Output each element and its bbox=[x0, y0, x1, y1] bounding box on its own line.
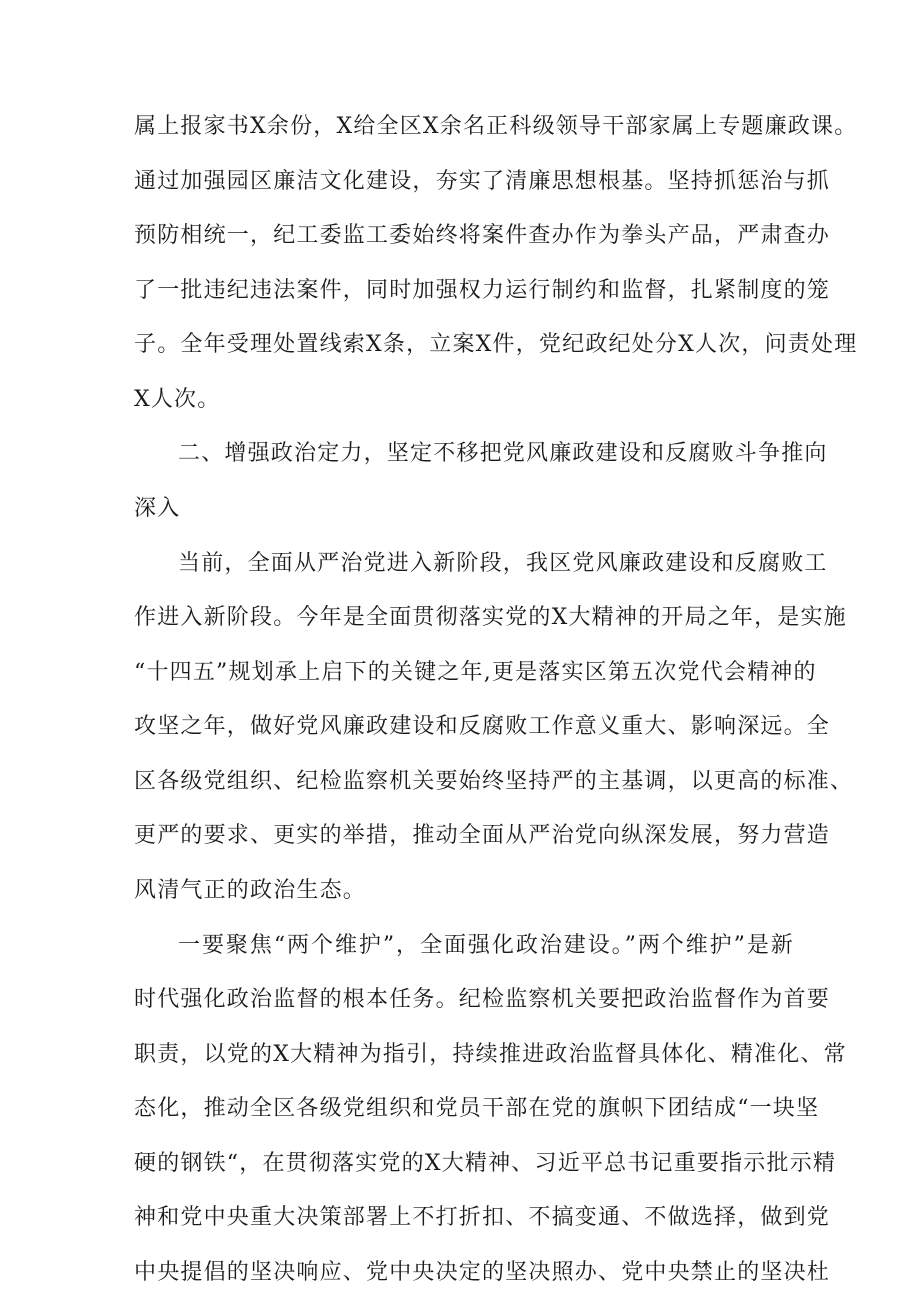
text-line: 区各级党组织、纪检监察机关要始终坚持严的主基调，以更高的标准、 bbox=[134, 769, 854, 794]
section-heading-cont: 深入 bbox=[134, 496, 181, 521]
text-line: 职责，以党的X大精神为指引，持续推进政治监督具体化、精准化、常 bbox=[134, 1042, 847, 1067]
section-heading: 二、增强政治定力，坚定不移把党风廉政建设和反腐败斗争推向 bbox=[178, 441, 828, 466]
text-line: 态化，推动全区各级党组织和党员干部在党的旗帜下团结成“一块坚 bbox=[134, 1096, 820, 1121]
text-line: 中央提倡的坚决响应、党中央决定的坚决照办、党中央禁止的坚决杜 bbox=[134, 1260, 831, 1285]
text-line: 风清气正的政治生态。 bbox=[134, 878, 367, 903]
text-line: 作进入新阶段。今年是全面贯彻落实党的X大精神的开局之年，是实施 bbox=[134, 605, 847, 630]
text-line: 神和党中央重大决策部署上不打折扣、不搞变通、不做选择，做到党 bbox=[134, 1205, 831, 1230]
text-line: 硬的钢铁“，在贯彻落实党的X大精神、习近平总书记重要指示批示精 bbox=[134, 1151, 837, 1176]
text-line: 了一批违纪违法案件，同时加强权力运行制约和监督，扎紧制度的笼 bbox=[134, 278, 831, 303]
text-line: 更严的要求、更实的举措，推动全面从严治党向纵深发展，努力营造 bbox=[134, 823, 831, 848]
text-line: 通过加强园区廉洁文化建设，夯实了清廉思想根基。坚持抓惩治与抓 bbox=[134, 169, 831, 194]
text-line: 预防相统一，纪工委监工委始终将案件查办作为拳头产品，严肃查办 bbox=[134, 223, 831, 248]
text-line: 当前，全面从严治党进入新阶段，我区党风廉政建设和反腐败工 bbox=[178, 551, 828, 576]
text-line: 一要聚焦“两个维护”，全面强化政治建设。”两个维护”是新 bbox=[178, 933, 794, 958]
text-line: “十四五”规划承上启下的关键之年,更是落实区第五次党代会精神的 bbox=[134, 660, 817, 685]
text-line: X人次。 bbox=[134, 387, 221, 412]
text-line: 时代强化政治监督的根本任务。纪检监察机关要把政治监督作为首要 bbox=[134, 987, 831, 1012]
text-line: 子。全年受理处置线索X条，立案X件，党纪政纪处分X人次，问责处理 bbox=[134, 332, 858, 357]
text-line: 属上报家书X余份，X给全区X余名正科级领导干部家属上专题廉政课。 bbox=[134, 114, 858, 139]
text-line: 攻坚之年，做好党风廉政建设和反腐败工作意义重大、影响深远。全 bbox=[134, 714, 831, 739]
